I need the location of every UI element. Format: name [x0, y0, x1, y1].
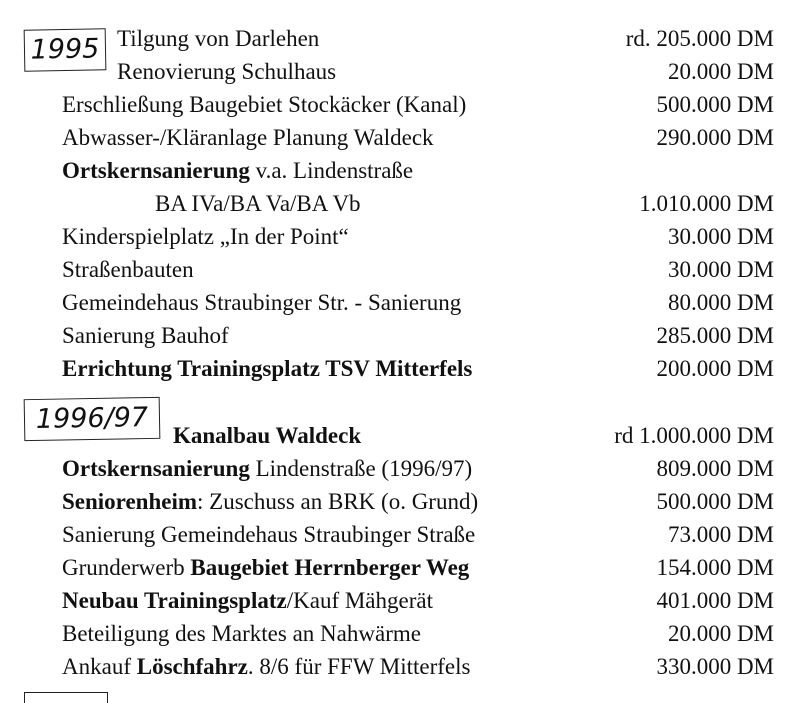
item-description	[62, 617, 421, 650]
item-amount: rd. 205.000 DM	[625, 26, 774, 51]
text: Beteiligung des Marktes an Nahwärme	[62, 621, 421, 646]
bold-text: Neubau Trainingsplatz	[62, 588, 287, 613]
year-box-next	[24, 692, 108, 703]
item-amount: 73.000 DM	[667, 522, 774, 547]
text: Renovierung Schulhaus	[117, 59, 337, 84]
item-description	[62, 121, 434, 154]
text: Gemeindehaus Straubinger Str. - Sanierung	[62, 290, 462, 315]
list-item	[0, 22, 800, 55]
item-amount: 401.000 DM	[656, 588, 774, 613]
text: Erschließung Baugebiet Stockäcker (Kanal)	[62, 92, 467, 117]
item-amount: 154.000 DM	[656, 555, 774, 580]
text: Lindenstraße (1996/97)	[249, 456, 473, 481]
item-description	[62, 220, 349, 253]
list-item	[0, 419, 800, 452]
text: Sanierung Bauhof	[62, 323, 229, 348]
item-amount: 500.000 DM	[656, 489, 774, 514]
list-item	[0, 352, 800, 385]
item-description	[62, 551, 469, 584]
item-description	[62, 485, 478, 518]
item-amount: 809.000 DM	[656, 456, 774, 481]
item-amount: 30.000 DM	[667, 257, 774, 282]
list-item	[0, 452, 800, 485]
item-description	[173, 419, 361, 452]
list-item	[0, 187, 800, 220]
item-description	[62, 650, 470, 683]
list-item	[0, 220, 800, 253]
item-description	[62, 253, 194, 286]
text: v.a. Lindenstraße	[249, 158, 414, 183]
list-item	[0, 485, 800, 518]
list-item	[0, 584, 800, 617]
year-box-1996-97: 1996/97	[24, 397, 161, 441]
item-description	[62, 518, 475, 551]
item-amount: 1.010.000 DM	[639, 191, 774, 216]
item-amount: 20.000 DM	[667, 621, 774, 646]
list-item	[0, 617, 800, 650]
item-description	[117, 55, 336, 88]
list-item	[0, 253, 800, 286]
bold-text: Kanalbau Waldeck	[173, 423, 362, 448]
text: Ankauf	[62, 654, 137, 679]
item-description	[62, 319, 229, 352]
item-description	[117, 22, 319, 55]
item-description	[62, 352, 472, 385]
item-amount: 500.000 DM	[656, 92, 774, 117]
item-description	[62, 88, 466, 121]
list-item	[0, 551, 800, 584]
text: Grunderwerb	[62, 555, 191, 580]
bold-text: Baugebiet Herrnberger Weg	[190, 555, 470, 580]
text: /Kauf Mähgerät	[286, 588, 433, 613]
list-item	[0, 88, 800, 121]
item-description	[62, 286, 461, 319]
text: : Zuschuss an BRK (o. Grund)	[197, 489, 479, 514]
text: Straßenbauten	[62, 257, 194, 282]
text: Abwasser-/Kläranlage Planung Waldeck	[62, 125, 434, 150]
text: Kinderspielplatz „In der Point“	[62, 224, 349, 249]
item-description	[62, 452, 472, 485]
bold-text: Seniorenheim	[62, 489, 198, 514]
item-description	[62, 154, 413, 187]
list-item	[0, 55, 800, 88]
list-item	[0, 518, 800, 551]
year-box-1995: 1995	[24, 28, 107, 71]
list-item	[0, 121, 800, 154]
item-amount: 285.000 DM	[656, 323, 774, 348]
list-item	[0, 286, 800, 319]
text: Sanierung Gemeindehaus Straubinger Straße	[62, 522, 476, 547]
bold-text: Löschfahrz	[136, 654, 248, 679]
list-item	[0, 319, 800, 352]
item-amount: rd 1.000.000 DM	[614, 423, 774, 448]
bold-text: Ortskernsanierung	[62, 456, 250, 481]
text: Tilgung von Darlehen	[117, 26, 320, 51]
item-amount: 290.000 DM	[656, 125, 774, 150]
item-amount: 200.000 DM	[656, 356, 774, 381]
item-amount: 30.000 DM	[667, 224, 774, 249]
item-description	[155, 187, 361, 220]
item-amount: 20.000 DM	[667, 59, 774, 84]
item-amount: 80.000 DM	[667, 290, 774, 315]
bold-text: Ortskernsanierung	[62, 158, 250, 183]
bold-text: Errichtung Trainingsplatz TSV Mitterfels	[62, 356, 473, 381]
text: BA IVa/BA Va/BA Vb	[155, 191, 361, 216]
text: . 8/6 für FFW Mitterfels	[247, 654, 471, 679]
item-description	[62, 584, 433, 617]
list-item	[0, 154, 800, 187]
item-amount: 330.000 DM	[656, 654, 774, 679]
list-item	[0, 650, 800, 683]
